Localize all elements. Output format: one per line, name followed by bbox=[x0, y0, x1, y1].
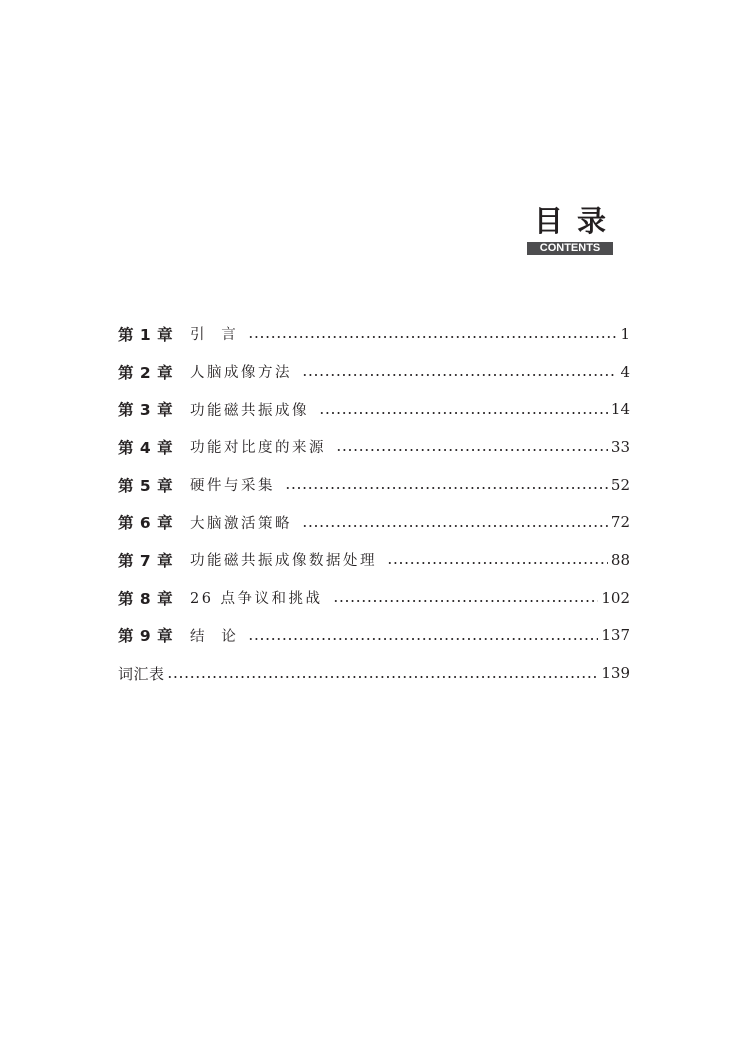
chapter-title: 功能磁共振成像数据处理 bbox=[190, 553, 377, 570]
chapter-title: 大脑激活策略 bbox=[190, 515, 292, 532]
chapter-title: 功能磁共振成像 bbox=[190, 402, 309, 419]
toc-entry-glossary[interactable] bbox=[118, 654, 630, 692]
chapter-title: 结 论 bbox=[190, 628, 239, 645]
page-number: 137 bbox=[601, 626, 630, 645]
page-number: 14 bbox=[610, 400, 630, 419]
dot-leader bbox=[248, 336, 617, 338]
toc-entry-chapter-9[interactable] bbox=[118, 617, 630, 655]
chapter-number: 第 1 章 bbox=[118, 325, 174, 344]
toc-entry-chapter-6[interactable] bbox=[118, 503, 630, 541]
chapter-number: 第 4 章 bbox=[118, 438, 174, 457]
page-number: 139 bbox=[601, 664, 630, 683]
toc-entry-chapter-1[interactable] bbox=[118, 315, 630, 353]
dot-leader bbox=[167, 676, 599, 678]
page-number: 33 bbox=[610, 437, 630, 456]
dot-leader bbox=[285, 487, 608, 489]
toc-entry-chapter-7[interactable] bbox=[118, 541, 630, 579]
page-number: 72 bbox=[610, 513, 630, 532]
chapter-title: 硬件与采集 bbox=[190, 478, 275, 495]
toc-entry-chapter-2[interactable] bbox=[118, 353, 630, 391]
dot-leader bbox=[387, 562, 608, 564]
dot-leader bbox=[302, 374, 617, 376]
dot-leader bbox=[248, 638, 598, 640]
chapter-title: 26 点争议和挑战 bbox=[190, 591, 323, 608]
chapter-title: 功能对比度的来源 bbox=[190, 440, 326, 457]
table-of-contents bbox=[118, 315, 630, 692]
chapter-number: 第 7 章 bbox=[118, 551, 174, 570]
toc-entry-chapter-4[interactable] bbox=[118, 428, 630, 466]
page-title: 目录 bbox=[533, 204, 620, 238]
glossary-title: 词汇表 bbox=[118, 664, 165, 683]
chapter-number: 第 5 章 bbox=[118, 476, 174, 495]
chapter-number: 第 3 章 bbox=[118, 401, 174, 420]
page-number: 52 bbox=[610, 475, 630, 494]
toc-entry-chapter-5[interactable] bbox=[118, 466, 630, 504]
chapter-number: 第 8 章 bbox=[118, 589, 174, 608]
toc-entry-chapter-8[interactable] bbox=[118, 579, 630, 617]
dot-leader bbox=[333, 600, 599, 602]
toc-heading bbox=[527, 203, 620, 255]
chapter-title: 引 言 bbox=[190, 327, 239, 344]
toc-entry-chapter-3[interactable] bbox=[118, 390, 630, 428]
dot-leader bbox=[336, 449, 608, 451]
page-number: 4 bbox=[620, 362, 630, 381]
page-number: 102 bbox=[601, 588, 630, 607]
page-number: 1 bbox=[620, 324, 630, 343]
page-subtitle: CONTENTS bbox=[527, 242, 613, 255]
dot-leader bbox=[319, 412, 608, 414]
chapter-title: 人脑成像方法 bbox=[190, 365, 292, 382]
chapter-number: 第 2 章 bbox=[118, 363, 174, 382]
chapter-number: 第 6 章 bbox=[118, 514, 174, 533]
dot-leader bbox=[302, 525, 608, 527]
chapter-number: 第 9 章 bbox=[118, 627, 174, 646]
page-number: 88 bbox=[610, 550, 630, 569]
